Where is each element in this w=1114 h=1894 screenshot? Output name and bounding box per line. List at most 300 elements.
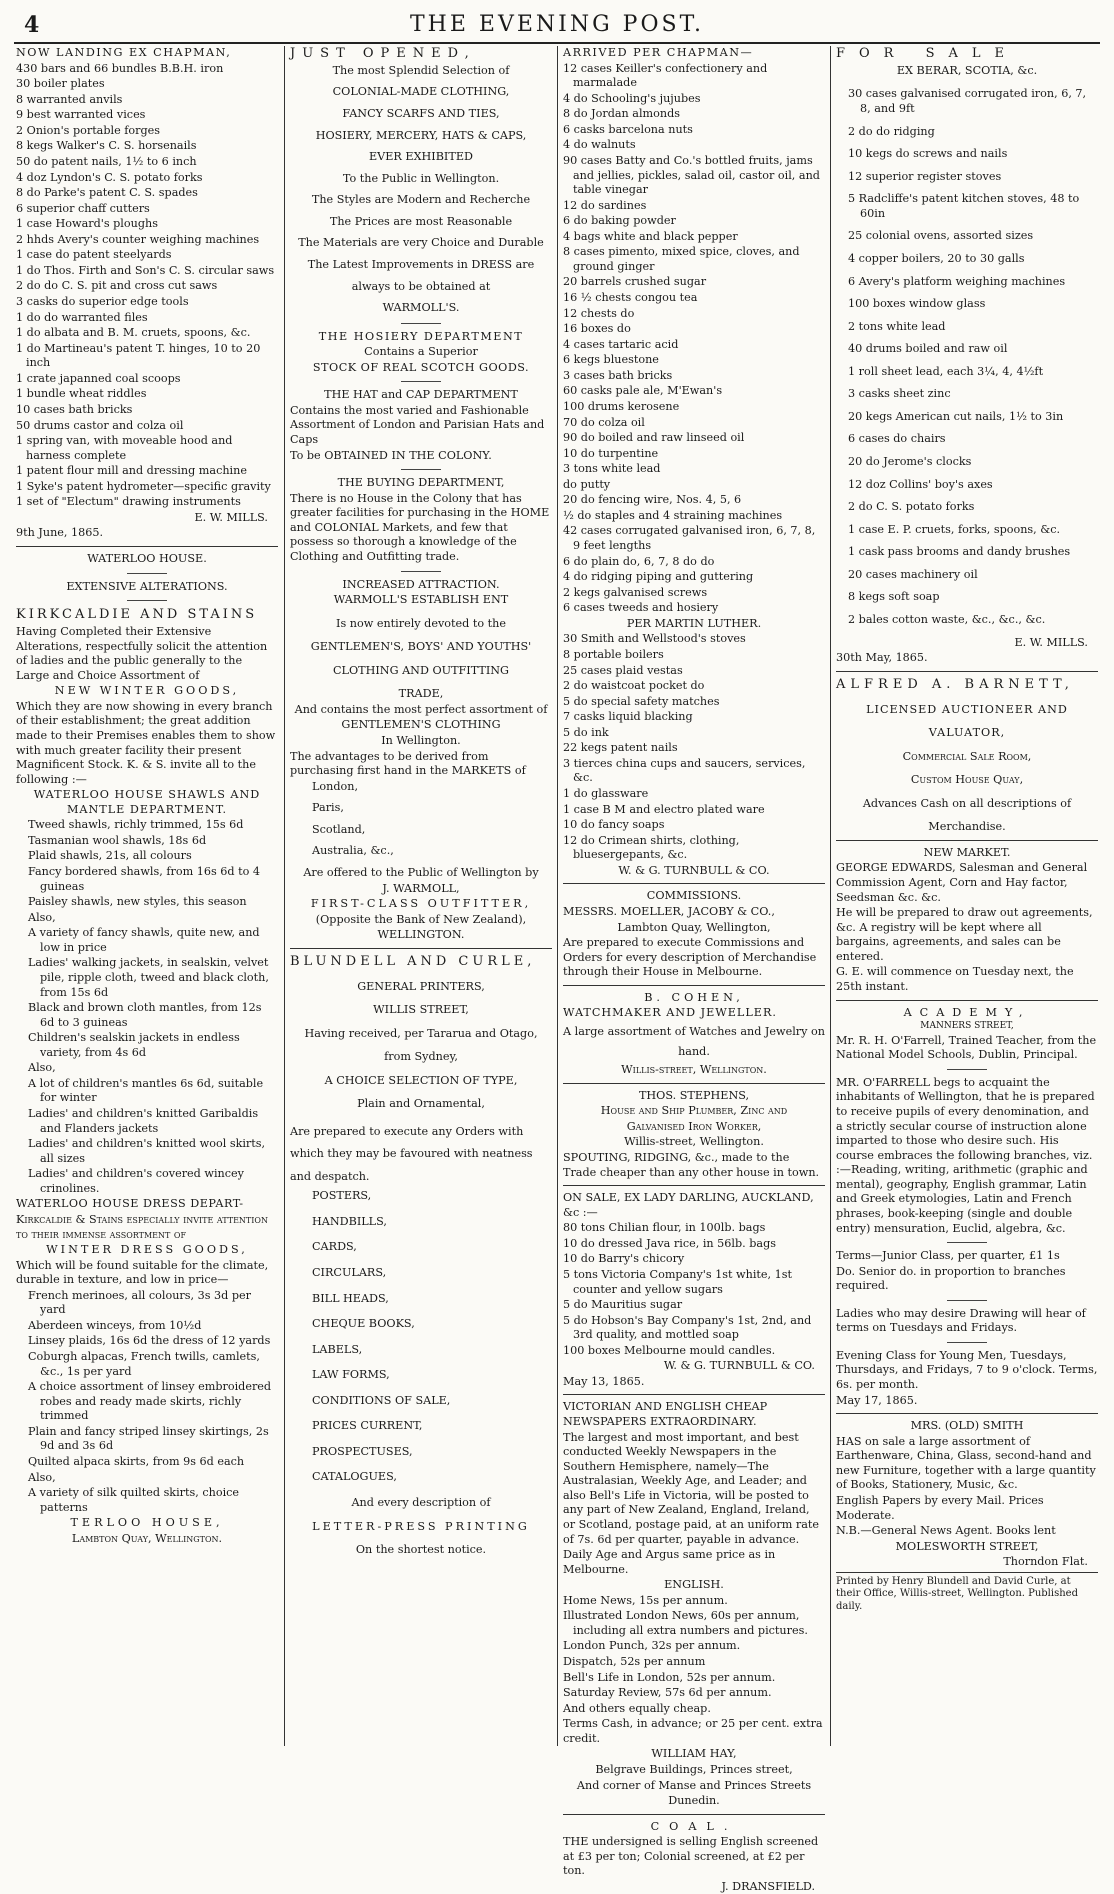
list-item: 8 warranted anvils: [16, 92, 123, 106]
list-item: 4 doz Lyndon's C. S. potato forks: [16, 170, 203, 184]
line: GENTLEMEN'S CLOTHING: [341, 718, 501, 732]
paragraph: Ladies who may desire Drawing will hear of terms on Tuesdays and Fridays.: [836, 1306, 1086, 1335]
line: Do. Senior do. in proportion to branches required.: [836, 1264, 1066, 1293]
list-item: 50 do patent nails, 1½ to 6 inch: [16, 154, 197, 168]
column-1: [16, 46, 278, 1746]
item-list: [563, 1221, 825, 1358]
list-item: 5 do Mauritius sugar: [563, 1298, 683, 1312]
item-list: [16, 1289, 278, 1515]
line: And contains the most perfect assortment of: [294, 702, 548, 716]
trade: House and Ship Plumber, Zinc and: [600, 1104, 788, 1118]
ad-cohen: [563, 991, 825, 1078]
ad-blundell-curle: [290, 954, 552, 1558]
paragraph: Which will be found suitable for the climate, durable in texture, and low in price—: [16, 1258, 269, 1287]
list-item: 6 kegs bluestone: [563, 353, 659, 367]
list-item: 7 casks liquid blacking: [563, 710, 693, 724]
line: always to be obtained at: [351, 279, 491, 293]
divider: [127, 600, 167, 601]
list-item: 2 bales cotton waste, &c., &c., &c.: [848, 612, 1046, 626]
divider: [947, 1300, 987, 1301]
divider: [563, 1394, 825, 1395]
list-item: 30 cases galvanised corrugated iron, 6, 7, 8, and 9ft: [848, 87, 1087, 116]
list-item: Ladies' walking jackets, in sealskin, velvet pile, ripple cloth, tweed and black cloth, from 15s 6d: [28, 956, 269, 999]
line: STOCK OF REAL SCOTCH GOODS.: [312, 360, 530, 374]
ad-warmoll: [290, 46, 552, 943]
list-item: 80 tons Chilian flour, in 100lb. bags: [563, 1221, 766, 1235]
list-item: 3 tierces china cups and saucers, services, &c.: [563, 756, 806, 785]
column-2: [290, 46, 552, 1746]
list-item: Ladies' and children's knitted Garibaldis and Flanders jackets: [28, 1107, 259, 1135]
line: WILLIS STREET,: [373, 1003, 469, 1017]
list-item: 1 do do warranted files: [16, 310, 148, 324]
signature: WILLIAM HAY,: [651, 1747, 737, 1761]
line: WARMOLL'S ESTABLISH ENT: [333, 593, 509, 607]
list-item: Tasmanian wool shawls, 18s 6d: [28, 833, 207, 847]
list-item: 8 kegs soft soap: [848, 590, 940, 604]
item-list: [563, 632, 825, 862]
line: LICENSED AUCTIONEER AND: [866, 702, 1068, 716]
proprietor-name: J. WARMOLL,: [382, 881, 460, 895]
list-item: 8 portable boilers: [563, 647, 664, 661]
print-item: LAW FORMS,: [312, 1368, 390, 1382]
footer-name: TERLOO HOUSE,: [70, 1516, 224, 1530]
ad-headline: ARRIVED PER CHAPMAN—: [563, 46, 754, 59]
ad-academy: [836, 1006, 1098, 1409]
firm-name: MESSRS. MOELLER, JACOBY & CO.,: [563, 904, 775, 918]
list-item: A variety of fancy shawls, quite new, and low in price: [28, 926, 260, 954]
list-item: 1 Syke's patent hydrometer—specific gravity: [16, 479, 271, 493]
list-item: 1 crate japanned coal scoops: [16, 371, 181, 385]
list-item: 1 spring van, with moveable hood and harness complete: [16, 434, 233, 462]
trade: WATCHMAKER AND JEWELLER.: [563, 1006, 777, 1020]
newspaper-title: THE EVENING POST.: [409, 12, 705, 37]
list-item: Plaid shawls, 21s, all colours: [28, 849, 192, 863]
list-item: 5 do special safety matches: [563, 694, 720, 708]
trade: Galvanised Iron Worker,: [626, 1119, 762, 1133]
sub-heading: EX BERAR, SCOTIA, &c.: [896, 63, 1038, 77]
paragraph: Contains the most varied and Fashionable Assortment of London and Parisian Hats and Caps: [290, 403, 545, 447]
list-item: 100 drums kerosene: [563, 399, 680, 413]
paragraph: G. E. will commence on Tuesday next, the 25th instant.: [836, 965, 1074, 993]
ad-mrs-smith: [836, 1419, 1098, 1570]
list-item: A variety of silk quilted skirts, choice patterns: [28, 1486, 240, 1514]
list-item: London Punch, 32s per annum.: [563, 1639, 741, 1653]
section-heading: NEW MARKET.: [923, 845, 1011, 859]
item-list: [563, 62, 825, 616]
line: LETTER-PRESS PRINTING: [312, 1519, 530, 1533]
address: Dunedin.: [668, 1794, 720, 1808]
list-item: Tweed shawls, richly trimmed, 15s 6d: [28, 818, 244, 832]
divider: [563, 1814, 825, 1815]
line: Are offered to the Public of Wellington by: [303, 865, 539, 879]
line: The Materials are very Choice and Durable: [298, 236, 544, 250]
list-item: 5 tons Victoria Company's 1st white, 1st counter and yellow sugars: [563, 1267, 793, 1296]
line: Contains a Superior: [364, 345, 478, 359]
list-item: 3 cases bath bricks: [563, 368, 673, 382]
list-item: 12 superior register stoves: [848, 169, 1002, 183]
address: MANNERS STREET,: [920, 1021, 1014, 1032]
paragraph: There is no House in the Colony that has greater facilities for purchasing in the HOME and COLONIAL Markets, and few that possess so thorough a knowledge of the Clothing and Outfitting trade.: [290, 491, 550, 563]
paragraph: The largest and most important, and best conducted Weekly Newspapers in the Southern Hemisphere, namely—The Australasian, Weekly Age, and Leader; and also Bell's Life in Victoria, will be posted to any part of New Zealand, England, Ireland, or Scotland, postage paid, at an uniform rate of 7s. 6d per quarter, payable in advance.: [563, 1430, 820, 1546]
list-item: 40 drums boiled and raw oil: [848, 342, 1008, 356]
list-item: 6 cases tweeds and hosiery: [563, 601, 719, 615]
column-4: [836, 46, 1098, 1746]
list-item: 1 bundle wheat riddles: [16, 387, 147, 401]
line: On the shortest notice.: [355, 1543, 487, 1557]
paragraph: N.B.—General News Agent. Books lent: [836, 1524, 1056, 1538]
list-item: 1 do Martineau's patent T. hinges, 10 to 20 inch: [16, 341, 261, 370]
list-item: 8 kegs Walker's C. S. horsenails: [16, 139, 197, 153]
ad-date: 9th June, 1865.: [16, 526, 104, 540]
list-item: 25 cases plaid vestas: [563, 663, 683, 677]
divider: [836, 671, 1098, 672]
list-item: 20 do fencing wire, Nos. 4, 5, 6: [563, 493, 742, 507]
address: Willis-street, Wellington.: [624, 1135, 764, 1149]
list-item: 2 hhds Avery's counter weighing machines: [16, 232, 260, 246]
list-item: 50 drums castor and colza oil: [16, 418, 184, 432]
list-item: 20 kegs American cut nails, 1½ to 3in: [848, 409, 1064, 423]
list-item: 2 do C. S. potato forks: [848, 500, 975, 514]
list-item: 100 boxes Melbourne mould candles.: [563, 1343, 776, 1357]
list-item: 8 do Jordan almonds: [563, 107, 680, 121]
line: And every description of: [351, 1496, 491, 1509]
firm-name: ALFRED A. BARNETT,: [836, 676, 1074, 692]
divider: [947, 1242, 987, 1243]
list-item: Saturday Review, 57s 6d per annum.: [563, 1686, 772, 1700]
goods-heading: WINTER DRESS GOODS,: [46, 1243, 248, 1257]
section-heading: ACADEMY,: [903, 1005, 1031, 1019]
list-item: 1 do glassware: [563, 787, 649, 800]
list-item: Children's sealskin jackets in endless variety, from 4s 6d: [28, 1031, 240, 1059]
list-item: 1 set of "Electum" drawing instruments: [16, 495, 241, 509]
list-item: 12 do Crimean shirts, clothing, bluesergepants, &c.: [563, 833, 740, 862]
line: Terms—Junior Class, per quarter, £1 1s: [836, 1249, 1060, 1263]
list-item: 12 cases Keiller's confectionery and marmalade: [563, 61, 768, 90]
list-item: 30 Smith and Wellstood's stoves: [563, 632, 746, 646]
list-item: Also,: [28, 910, 56, 924]
paragraph: SPOUTING, RIDGING, &c., made to the Trade cheaper than any other house in town.: [563, 1151, 820, 1179]
divider: [563, 1083, 825, 1084]
paragraph: Kirkcaldie & Stains especially invite attention to their immense assortment of: [16, 1212, 268, 1241]
divider: [127, 573, 167, 574]
signature: W. & G. TURNBULL & CO.: [663, 1359, 815, 1373]
list-item: 30 boiler plates: [16, 77, 105, 91]
print-item: CARDS,: [312, 1240, 357, 1254]
print-item: BILL HEADS,: [312, 1291, 389, 1305]
divider: [401, 323, 441, 324]
paragraph: Are prepared to execute any Orders with which they may be favoured with neatness and despatch.: [290, 1125, 533, 1183]
list-item: 1 cask pass brooms and dandy brushes: [848, 545, 1071, 559]
paragraph: Which they are now showing in every branch of their establishment; the great addition made to their Premises enables them to show with much greater facility their present Magnificent Stock. K. & S. invite all to the following :—: [16, 699, 276, 786]
list-item: 20 barrels crushed sugar: [563, 275, 707, 289]
line: INCREASED ATTRACTION.: [342, 577, 500, 591]
print-item: HANDBILLS,: [312, 1214, 387, 1228]
list-item: 1 do Thos. Firth and Son's C. S. circular saws: [16, 263, 275, 277]
ad-coal: [563, 1820, 825, 1894]
section-heading: MRS. (OLD) SMITH: [910, 1419, 1024, 1433]
list-item: And others equally cheap.: [563, 1701, 711, 1715]
list-item: 4 copper boilers, 20 to 30 galls: [848, 251, 1025, 265]
list-item: 6 superior chaff cutters: [16, 201, 150, 215]
list-item: 9 best warranted vices: [16, 108, 146, 122]
print-item: LABELS,: [312, 1342, 363, 1356]
list-item: 2 do do C. S. pit and cross cut saws: [16, 279, 218, 293]
line: Merchandise.: [928, 820, 1006, 834]
department-heading: WATERLOO HOUSE DRESS DEPART-: [16, 1197, 244, 1211]
address: MOLESWORTH STREET,: [895, 1539, 1039, 1553]
paragraph: He will be prepared to draw out agreements, &c. A registry will be kept where all bargains, agreements, and sales can be entered.: [836, 906, 1093, 963]
print-item: PROSPECTUSES,: [312, 1444, 413, 1458]
paragraph: Daily Age and Argus same price as in Melbourne.: [563, 1548, 776, 1576]
signature: E. W. MILLS.: [194, 510, 268, 524]
divider: [16, 546, 278, 547]
list-item: 42 cases corrugated galvanised iron, 6, 7, 8, 9 feet lengths: [563, 524, 816, 552]
line: GENTLEMEN'S, BOYS' AND YOUTHS': [310, 640, 532, 654]
address: Belgrave Buildings, Princes street,: [595, 1762, 793, 1776]
list-item: 4 cases tartaric acid: [563, 337, 679, 351]
printer-imprint: Printed by Henry Blundell and David Curle, at their Office, Willis-street, Wellington. Published daily.: [836, 1572, 1098, 1614]
item-list: [16, 818, 278, 1196]
paragraph: The advantages to be derived from purchasing first hand in the MARKETS of: [290, 749, 526, 778]
list-item: 12 doz Collins' boy's axes: [848, 477, 993, 491]
ad-stephens: [563, 1089, 825, 1180]
list-item: 4 do ridging piping and guttering: [563, 570, 754, 584]
list-item: 12 chests do: [563, 306, 635, 320]
list-item: Illustrated London News, 60s per annum, including all extra numbers and pictures.: [563, 1609, 808, 1637]
print-item: CIRCULARS,: [312, 1265, 387, 1279]
divider: [563, 883, 825, 884]
list-item: 4 do Schooling's jujubes: [563, 91, 701, 105]
ad-headline: JUST OPENED,: [290, 46, 476, 61]
section-heading: EXTENSIVE ALTERATIONS.: [66, 579, 228, 593]
ad-date: 30th May, 1865.: [836, 651, 928, 665]
paragraph: A large assortment of Watches and Jewelry on hand.: [563, 1024, 825, 1059]
list-item: 5 Radcliffe's patent kitchen stoves, 48 to 60in: [848, 192, 1080, 220]
list-item: 2 do do ridging: [848, 124, 935, 138]
line: WELLINGTON.: [377, 928, 465, 942]
paragraph: THE undersigned is selling English screened at £3 per ton; Colonial screened, at £2 per ton.: [563, 1835, 819, 1878]
line: A CHOICE SELECTION OF TYPE,: [324, 1073, 518, 1087]
paragraph: MR. O'FARRELL begs to acquaint the inhabitants of Wellington, that he is prepared to receive pupils of every denomination, and a strictly secular course of instruction alone imparted to those who desire such. His course embraces the following branches, viz. :—Reading, writing, arithmetic (graphic and mental), geography, English grammar, Latin and Greek etymologies, Latin and French phrases, book-keeping (single and double entry) mensuration, Euclid, algebra, &c.: [836, 1075, 1095, 1235]
list-item: 10 kegs do screws and nails: [848, 147, 1008, 161]
list-item: 1 case E. P. cruets, forks, spoons, &c.: [848, 522, 1061, 536]
ad-newspapers: [563, 1400, 825, 1808]
line: Advances Cash on all descriptions of: [862, 796, 1072, 810]
address: Willis-street, Wellington.: [621, 1063, 767, 1077]
paragraph: HAS on sale a large assortment of Earthenware, China, Glass, second-hand and new Furniture, together with a large quantity of Books, Stationery, Music, &c.: [836, 1434, 1096, 1492]
list-item: 2 kegs galvanised screws: [563, 585, 708, 599]
ad-headline: NOW LANDING EX CHAPMAN,: [16, 46, 232, 59]
list-item: 4 bags white and black pepper: [563, 229, 738, 243]
goods-heading: NEW WINTER GOODS,: [54, 684, 240, 698]
line: VALUATOR,: [928, 726, 1006, 740]
address: Lambton Quay, Wellington.: [71, 1531, 223, 1545]
divider: [947, 1069, 987, 1070]
list-item: 10 cases bath bricks: [16, 402, 133, 416]
line: CLOTHING AND OUTFITTING: [333, 663, 509, 677]
firm-name: THOS. STEPHENS,: [638, 1088, 750, 1102]
list-item: Aberdeen winceys, from 10½d: [28, 1318, 202, 1332]
ad-date: May 17, 1865.: [836, 1393, 918, 1407]
list-item: 2 Onion's portable forges: [16, 123, 161, 137]
list-item: 5 do Hobson's Bay Company's 1st, 2nd, and 3rd quality, and mottled soap: [563, 1313, 812, 1342]
section-heading: COMMISSIONS.: [646, 889, 742, 903]
list-item: 16 boxes do: [563, 322, 631, 336]
list-item: 1 roll sheet lead, each 3¼, 4, 4½ft: [848, 364, 1044, 378]
list-item: 430 bars and 66 bundles B.B.H. iron: [16, 61, 224, 75]
list-item: 4 do walnuts: [563, 138, 636, 152]
list-item: 3 casks sheet zinc: [848, 387, 951, 401]
divider: [836, 1000, 1098, 1001]
line: HOSIERY, MERCERY, HATS & CAPS,: [315, 128, 527, 142]
list-item: 10 do Barry's chicory: [563, 1252, 685, 1266]
list-item: 5 do ink: [563, 725, 609, 739]
ad-barnett: [836, 677, 1098, 835]
line: In Wellington.: [381, 734, 461, 748]
ad-new-market: [836, 846, 1098, 995]
address: Lambton Quay, Wellington,: [617, 920, 771, 934]
line: Custom House Quay,: [910, 773, 1024, 787]
paragraph: Terms Cash, in advance; or 25 per cent. extra credit.: [563, 1717, 823, 1745]
line: (Opposite the Bank of New Zealand),: [315, 912, 527, 926]
column-rule: [830, 46, 831, 1746]
list-item: 90 do boiled and raw linseed oil: [563, 431, 745, 445]
list-item: 2 tons white lead: [848, 319, 946, 333]
page-number: 4: [24, 12, 40, 38]
firm-name: BLUNDELL AND CURLE,: [290, 953, 536, 969]
print-item: POSTERS,: [312, 1189, 372, 1203]
divider: [563, 1185, 825, 1186]
department-heading: WATERLOO HOUSE SHAWLS AND MANTLE DEPARTMENT.: [33, 788, 261, 816]
place: Australia, &c.,: [312, 844, 394, 858]
list-item: 100 boxes window glass: [848, 297, 986, 311]
list-item: Quilted alpaca skirts, from 9s 6d each: [28, 1454, 245, 1468]
masthead: [14, 8, 1100, 44]
list-item: Black and brown cloth mantles, from 12s 6d to 3 guineas: [28, 1001, 262, 1029]
line: Is now entirely devoted to the: [336, 616, 506, 630]
line: GENERAL PRINTERS,: [357, 979, 485, 993]
list-item: 6 do baking powder: [563, 214, 676, 228]
list-item: 90 cases Batty and Co.'s bottled fruits, jams and jellies, pickles, salad oil, castor oil, and table vinegar: [563, 153, 820, 197]
list-item: Also,: [28, 1061, 56, 1075]
line: The Latest Improvements in DRESS are: [307, 257, 535, 271]
divider: [401, 381, 441, 382]
line: Having received, per Tararua and Otago,: [304, 1026, 538, 1040]
ad-headline: ON SALE, EX LADY DARLING, AUCKLAND, &c :—: [563, 1191, 814, 1219]
signature: W. & G. TURNBULL & CO.: [618, 863, 770, 877]
line: To the Public in Wellington.: [342, 171, 500, 185]
list-item: Dispatch, 52s per annum: [563, 1655, 706, 1668]
line: from Sydney,: [384, 1050, 458, 1064]
list-item: 10 do fancy soaps: [563, 818, 665, 832]
list-item: 6 Avery's platform weighing machines: [848, 274, 1066, 288]
item-list: [836, 87, 1098, 627]
print-item: PRICES CURRENT,: [312, 1419, 423, 1433]
print-list: [290, 1189, 552, 1485]
signature: E. W. MILLS.: [1014, 635, 1088, 649]
list-item: 10 do turpentine: [563, 446, 659, 460]
line: COLONIAL-MADE CLOTHING,: [332, 85, 510, 99]
place: London,: [312, 779, 359, 793]
ad-arrived-per-chapman: [563, 46, 825, 878]
place: Scotland,: [312, 822, 366, 836]
list-item: 1 case Howard's ploughs: [16, 217, 158, 231]
print-item: CATALOGUES,: [312, 1470, 397, 1484]
line: The Prices are most Reasonable: [329, 214, 513, 228]
line: Commercial Sale Room,: [902, 749, 1032, 763]
list-item: 2 do waistcoat pocket do: [563, 679, 705, 693]
section-heading: WATERLOO HOUSE.: [87, 552, 207, 565]
list-item: 60 casks pale ale, M'Ewan's: [563, 384, 723, 398]
line: The Styles are Modern and Recherche: [311, 193, 531, 207]
list-item: 20 cases machinery oil: [848, 567, 978, 581]
paragraph: Evening Class for Young Men, Tuesdays, Thursdays, and Fridays, 7 to 9 o'clock. Terms, 6s. per month.: [836, 1348, 1098, 1392]
list-item: Plain and fancy striped linsey skirtings, 2s 9d and 3s 6d: [28, 1424, 269, 1453]
firm-name: KIRKCALDIE AND STAINS: [16, 607, 258, 623]
list-item: 1 case do patent steelyards: [16, 248, 172, 262]
ad-date: May 13, 1865.: [563, 1374, 645, 1388]
list-item: 6 casks barcelona nuts: [563, 122, 693, 136]
ad-headline: VICTORIAN AND ENGLISH CHEAP NEWSPAPERS EXTRAORDINARY.: [563, 1400, 768, 1428]
section-heading: COAL.: [650, 1819, 738, 1833]
firm-name: B. COHEN,: [644, 990, 744, 1004]
column-rule: [284, 46, 285, 1746]
address: And corner of Manse and Princes Streets: [576, 1778, 812, 1792]
divider: [947, 1342, 987, 1343]
print-item: CHEQUE BOOKS,: [312, 1317, 415, 1331]
line-list: [290, 64, 552, 316]
divider: [401, 571, 441, 572]
divider: [290, 948, 552, 949]
column-3: [563, 46, 825, 1893]
signature: J. DRANSFIELD.: [721, 1879, 815, 1893]
list-item: A lot of children's mantles 6s 6d, suitable for winter: [28, 1076, 264, 1105]
list-item: Coburgh alpacas, French twills, camlets, &c., 1s per yard: [28, 1350, 260, 1378]
list-item: Ladies' and children's covered wincey crinolines.: [28, 1167, 244, 1195]
list-item: French merinoes, all colours, 3s 3d per yard: [28, 1288, 252, 1317]
divider: [836, 1413, 1098, 1414]
place: Paris,: [312, 801, 344, 815]
item-list: [563, 1594, 825, 1717]
paragraph: Are prepared to execute Commissions and Orders for every description of Merchandise through their House in Melbourne.: [563, 936, 817, 979]
paragraph: Mr. R. H. O'Farrell, Trained Teacher, from the National Model Schools, Dublin, Principal.: [836, 1033, 1097, 1062]
list-item: 8 cases pimento, mixed spice, cloves, and ground ginger: [563, 245, 800, 273]
ad-for-sale: [836, 46, 1098, 666]
list-item: Home News, 15s per annum.: [563, 1593, 728, 1607]
department-heading: THE BUYING DEPARTMENT,: [337, 476, 505, 490]
list-item: Linsey plaids, 16s 6d the dress of 12 yards: [28, 1334, 271, 1348]
divider: [401, 469, 441, 470]
print-item: CONDITIONS OF SALE,: [312, 1393, 451, 1407]
section-heading: PER MARTIN LUTHER.: [626, 616, 762, 630]
list-item: Paisley shawls, new styles, this season: [28, 895, 247, 909]
paragraph: Having Completed their Extensive Alterations, respectfully solicit the attention of ladies and the public generally to the Large and Choice Assortment of: [16, 625, 268, 682]
list-item: 3 tons white lead: [563, 462, 661, 476]
ad-lady-darling: [563, 1191, 825, 1389]
divider: [563, 985, 825, 986]
line: FANCY SCARFS AND TIES,: [342, 107, 500, 121]
paragraph: English Papers by every Mail. Prices Moderate.: [836, 1493, 1044, 1522]
list-item: 1 case B M and electro plated ware: [563, 802, 765, 816]
address: Thorndon Flat.: [1003, 1555, 1088, 1569]
list-item: 8 do Parke's patent C. S. spades: [16, 186, 198, 200]
line: EVER EXHIBITED: [369, 150, 473, 164]
list-item: 12 do sardines: [563, 198, 647, 212]
line: Plain and Ornamental,: [357, 1097, 485, 1111]
ad-headline: FOR SALE: [836, 46, 1019, 61]
list-item: 20 do Jerome's clocks: [848, 455, 972, 469]
section-heading: ENGLISH.: [664, 1578, 724, 1592]
